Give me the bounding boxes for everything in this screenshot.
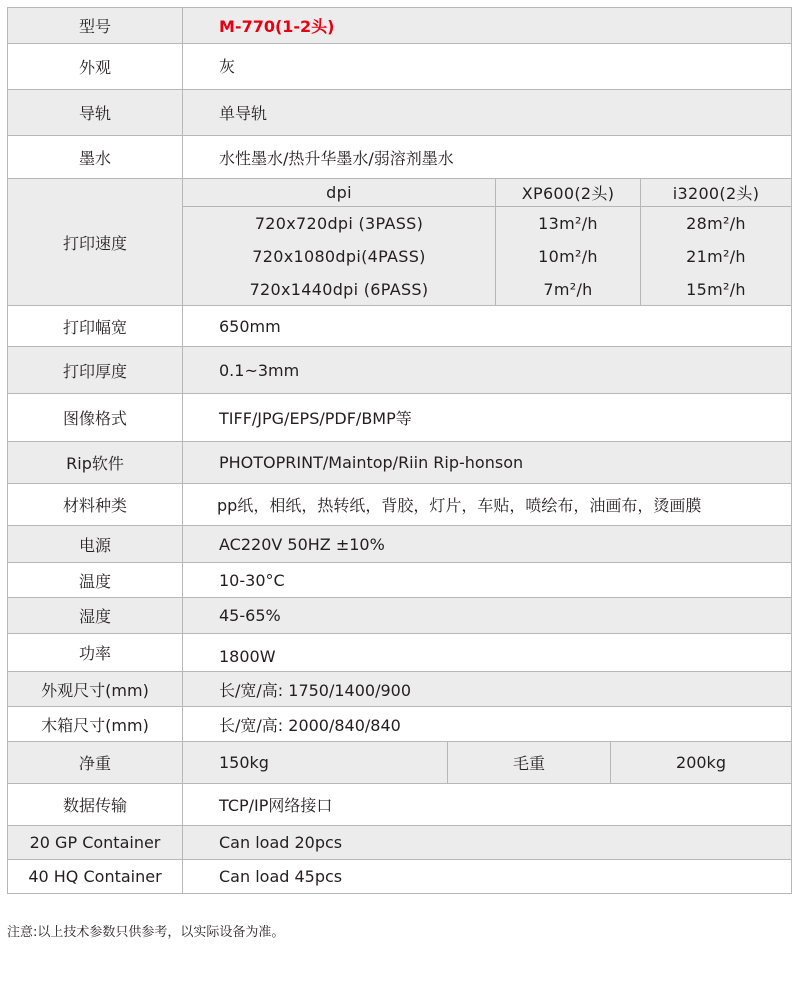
row-appearance	[7, 44, 792, 90]
row-label: 40 HQ Container	[8, 860, 183, 893]
speed-table	[183, 179, 791, 305]
row-box-dimensions	[7, 707, 792, 742]
image-format-value: TIFF/JPG/EPS/PDF/BMP等	[219, 409, 412, 428]
20gp-value: Can load 20pcs	[219, 833, 343, 852]
box-dimensions-value: 长/宽/高: 2000/840/840	[219, 715, 401, 735]
gross-weight-value: 200kg	[676, 753, 726, 772]
materials-value: pp纸，相纸，热转纸，背胶，灯片，车贴，喷绘布，油画布，烫画膜	[217, 496, 702, 515]
row-dimensions	[7, 672, 792, 707]
row-label: 导轨	[8, 90, 183, 135]
speed-xp600: 7m²/h	[495, 273, 640, 305]
ink-value: 水性墨水/热升华墨水/弱溶剂墨水	[219, 148, 454, 168]
speed-xp600: 13m²/h	[495, 207, 640, 240]
row-label: 材料种类	[8, 484, 183, 525]
temperature-value: 10-30°C	[219, 570, 285, 590]
thickness-value: 0.1~3mm	[219, 360, 300, 380]
row-label: 木箱尺寸(mm)	[8, 707, 183, 741]
row-label: 外观尺寸(mm)	[8, 672, 183, 706]
row-label: 净重	[8, 742, 183, 783]
speed-i3200: 15m²/h	[640, 273, 791, 305]
row-40hq	[7, 860, 792, 894]
dimensions-value: 长/宽/高: 1750/1400/900	[219, 680, 412, 700]
row-ink	[7, 136, 792, 179]
gross-weight-label: 毛重	[448, 742, 611, 783]
row-label: 打印速度	[8, 179, 183, 305]
row-speed	[7, 179, 792, 306]
row-label: 湿度	[8, 598, 183, 633]
speed-header-i3200: i3200(2头)	[640, 179, 791, 207]
row-label: 打印幅宽	[8, 306, 183, 346]
row-label: Rip软件	[8, 442, 183, 483]
row-label: 墨水	[8, 136, 183, 178]
row-20gp	[7, 826, 792, 860]
row-label: 外观	[8, 44, 183, 89]
humidity-value: 45-65%	[219, 606, 281, 625]
spec-table	[7, 7, 792, 894]
row-width	[7, 306, 792, 347]
row-model	[7, 7, 792, 44]
speed-dpi: 720x1440dpi (6PASS)	[249, 279, 429, 299]
row-thickness	[7, 347, 792, 394]
data-transfer-value: TCP/IP网络接口	[219, 796, 333, 815]
speed-header-dpi: dpi	[183, 179, 495, 207]
row-power	[7, 634, 792, 672]
row-materials	[7, 484, 792, 526]
row-data-transfer	[7, 784, 792, 826]
appearance-value: 灰	[219, 57, 236, 76]
model-value: M-770(1-2头)	[219, 17, 335, 36]
net-weight-value: 150kg	[183, 742, 448, 783]
row-label: 型号	[8, 8, 183, 43]
row-label: 打印厚度	[8, 347, 183, 393]
rail-value: 单导轨	[219, 104, 268, 123]
speed-dpi: 720x720dpi (3PASS)	[254, 214, 424, 233]
footnote: 注意:以上技术参数只供参考，以实际设备为准。	[7, 925, 285, 940]
row-label: 数据传输	[8, 784, 183, 825]
row-power-supply	[7, 526, 792, 563]
row-rip	[7, 442, 792, 484]
rip-value: PHOTOPRINT/Maintop/Riin Rip-honson	[219, 453, 524, 472]
row-label: 电源	[8, 526, 183, 562]
power-supply-value: AC220V 50HZ ±10%	[219, 534, 385, 554]
row-label: 20 GP Container	[8, 826, 183, 859]
40hq-value: Can load 45pcs	[219, 867, 343, 886]
row-humidity	[7, 598, 792, 634]
speed-dpi: 720x1080dpi(4PASS)	[252, 247, 426, 266]
row-rail	[7, 90, 792, 136]
row-weight	[7, 742, 792, 784]
row-label: 温度	[8, 563, 183, 597]
width-value: 650mm	[219, 316, 281, 336]
speed-i3200: 21m²/h	[640, 240, 791, 273]
row-label: 功率	[8, 634, 183, 671]
row-temperature	[7, 563, 792, 598]
power-value: 1800W	[219, 647, 276, 666]
row-image-format	[7, 394, 792, 442]
speed-xp600: 10m²/h	[495, 240, 640, 273]
speed-header-xp600: XP600(2头)	[495, 179, 640, 207]
speed-i3200: 28m²/h	[640, 207, 791, 240]
row-label: 图像格式	[8, 394, 183, 441]
